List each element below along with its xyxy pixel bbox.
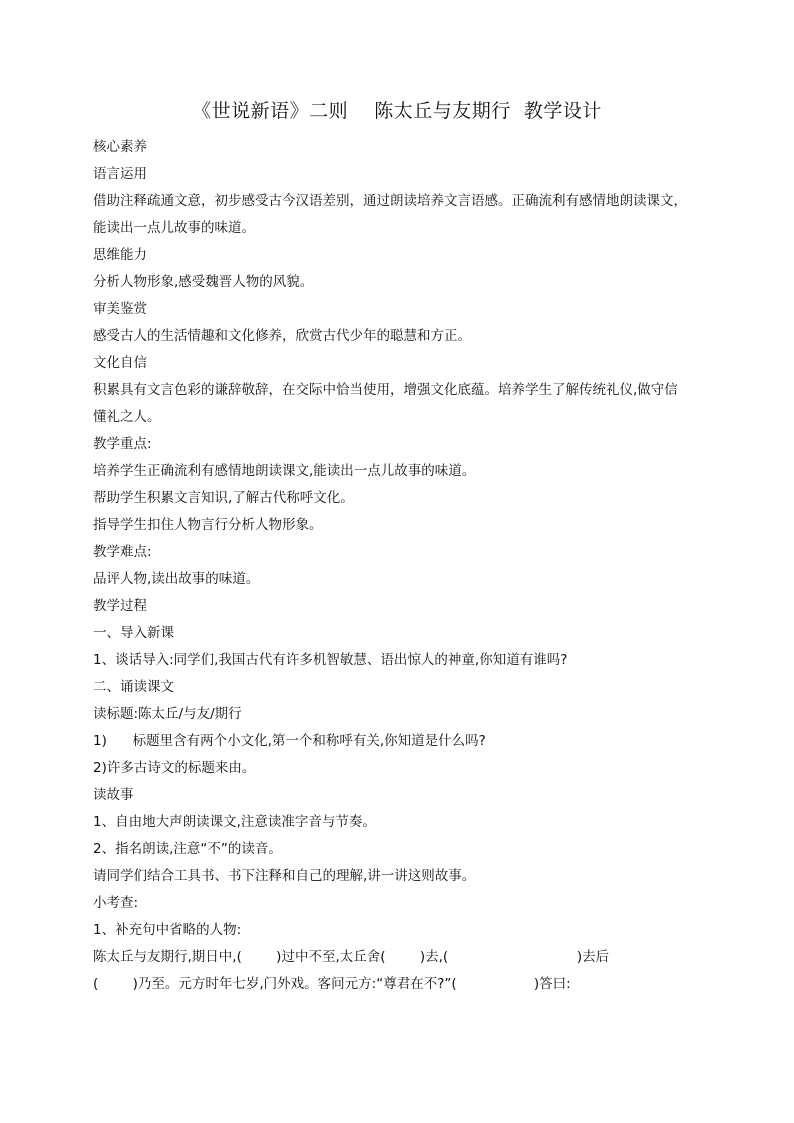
section-heading-teaching-focus: 教学重点:: [93, 436, 152, 452]
list-item: 读标题:陈太丘/与友/期行: [93, 706, 242, 722]
document-title: 《世说新语》二则 陈太丘与友期行 教学设计: [192, 100, 602, 122]
step-heading: 二、诵读课文: [93, 679, 174, 695]
step-heading: 一、导入新课: [93, 625, 174, 641]
fill-in-line: 陈太丘与友期行,期日中,( )过中不至,太丘舍( )去,( )去后: [93, 949, 610, 965]
list-item: 2)许多古诗文的标题来由。: [93, 760, 256, 776]
list-item: 请同学们结合工具书、书下注释和自己的理解,讲一讲这则故事。: [93, 868, 476, 884]
list-item: 指导学生扣住人物言行分析人物形象。: [93, 517, 323, 533]
list-item: 1、自由地大声朗读课文,注意读准字音与节奏。: [93, 814, 376, 830]
section-heading-teaching-process: 教学过程: [93, 598, 147, 614]
paragraph-line: 懂礼之人。: [93, 409, 161, 425]
list-item: 1、谈话导入:同学们,我国古代有许多机智敏慧、语出惊人的神童,你知道有谁吗?: [93, 652, 568, 668]
paragraph-line: 感受古人的生活情趣和文化修养，欣赏古代少年的聪慧和方正。: [93, 328, 471, 344]
subheading-language-use: 语言运用: [93, 166, 147, 182]
section-heading-teaching-difficulty: 教学难点:: [93, 544, 152, 560]
subheading-aesthetic-appreciation: 审美鉴赏: [93, 301, 147, 317]
list-item: 品评人物,读出故事的味道。: [93, 571, 260, 587]
subheading-read-story: 读故事: [93, 787, 134, 803]
list-item: 培养学生正确流利有感情地朗读课文,能读出一点儿故事的味道。: [93, 463, 476, 479]
section-heading-core-literacy: 核心素养: [93, 139, 147, 155]
fill-in-line: ( )乃至。元方时年七岁,门外戏。客问元方:“尊君在不?”( )答曰:: [93, 976, 571, 992]
document-body: [93, 134, 711, 998]
list-item: 帮助学生积累文言知识,了解古代称呼文化。: [93, 490, 354, 506]
paragraph-line: 能读出一点儿故事的味道。: [93, 220, 255, 236]
list-item: 1) 标题里含有两个小文化,第一个和称呼有关,你知道是什么吗?: [93, 733, 486, 749]
subheading-quiz: 小考查:: [93, 895, 139, 911]
list-item: 1、补充句中省略的人物:: [93, 922, 242, 938]
subheading-cultural-confidence: 文化自信: [93, 355, 147, 371]
list-item: 2、指名朗读,注意“不”的读音。: [93, 841, 282, 857]
subheading-thinking-ability: 思维能力: [93, 247, 147, 263]
paragraph-line: 积累具有文言色彩的谦辞敬辞，在交际中恰当使用，增强文化底蕴。培养学生了解传统礼仪,做守信: [93, 382, 678, 398]
paragraph-line: 分析人物形象,感受魏晋人物的风貌。: [93, 274, 314, 290]
paragraph-line: 借助注释疏通文意，初步感受古今汉语差别，通过朗读培养文言语感。正确流利有感情地朗读课文，: [93, 193, 687, 209]
